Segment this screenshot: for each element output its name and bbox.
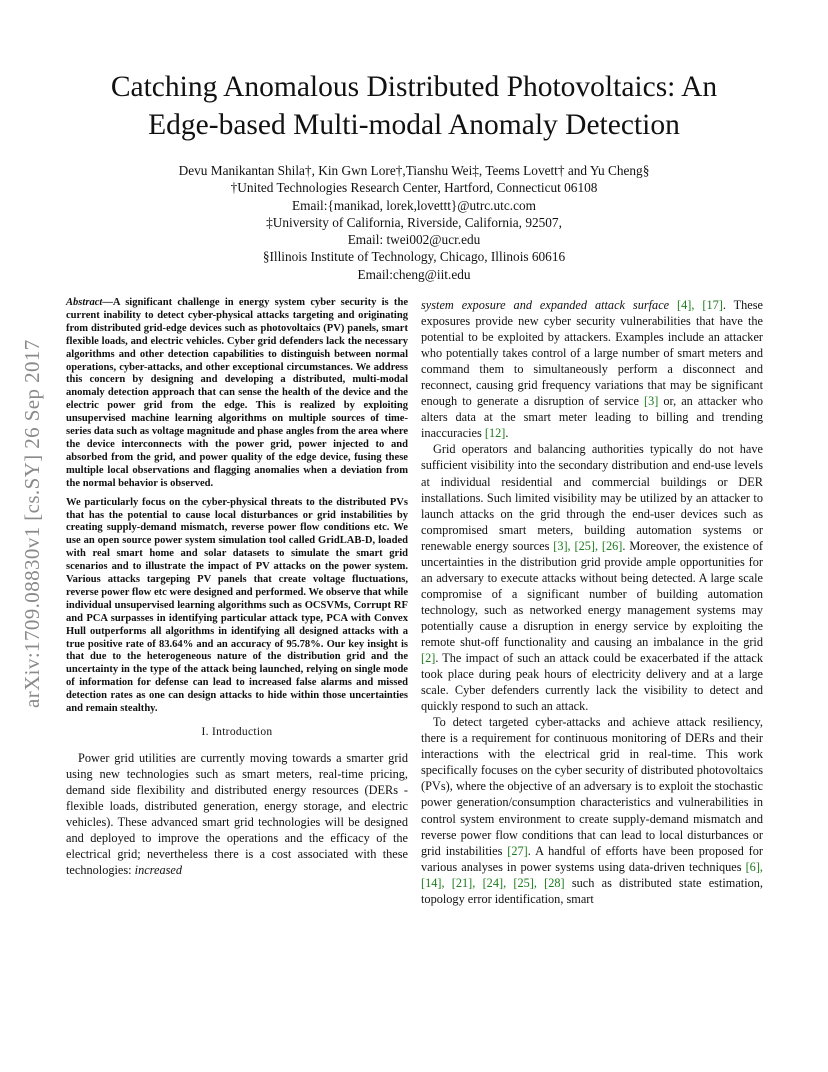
arxiv-identifier: arXiv:1709.08830v1 [cs.SY] 26 Sep 2017 <box>20 339 44 708</box>
right-column <box>421 297 763 907</box>
paper-title <box>40 68 788 144</box>
affiliation-iit: §Illinois Institute of Technology, Chicago, Illinois 60616 <box>262 249 566 265</box>
author-list: Devu Manikantan Shila†, Kin Gwn Lore†,Tianshu Wei‡, Teems Lovett† and Yu Cheng§ <box>178 163 650 178</box>
abstract-text-1: —A significant challenge in energy system cyber security is the current inability to detect cyber-physical attacks targeting and originating from distributed grid-edge devices such as photovoltaics (PV) panels, smart flexible loads, and electric vehicles. Cyber grid defenders lack the necessary algorithms and other detection capabilities to distinguish between normal operations, cyber-attacks, and other exceptional circumstances. We address this concern by designing and developing a distributed, multi-modal anomaly detection approach that can sense the health of the device and the electric power grid from the edge. This is realized by exploiting unsupervised machine learning algorithms on multiple sources of time-series data such as voltage magnitude and phase angles from the area where the device interconnects with the power grid, power injected to and absorbed from the grid, and power quality of the edge device, fusing these multiple local observations and flagging anomalies when a deviation from the normal behavior is observed. <box>66 297 408 489</box>
citation-link[interactable]: [6], [14], [21], [24], [25], [28] <box>421 859 763 890</box>
intro-italic: increased <box>134 863 183 878</box>
para3-text-c: such as distributed state estimation, topology error identification, smart <box>421 875 763 906</box>
intro-paragraph-1-continued <box>421 297 763 441</box>
citation-link[interactable]: [3], [25], [26] <box>553 538 623 553</box>
abstract-label: Abstract <box>66 297 103 308</box>
citation-link[interactable]: [3] <box>644 394 659 409</box>
continued-text-2: or, an attacker who alters data at the smart meter leading to billing and trending inaccuracies <box>421 394 763 441</box>
abstract-paragraph-2: We particularly focus on the cyber-physical threats to the distributed PVs that has the potential to cause local disturbances or grid instabilities by creating supply-demand mismatch, reverse power flow conditions etc. We use an open source power system simulation tool called GridLAB-D, loaded with real smart home and solar datasets to simulate the smart grid scenarios and to illustrate the impact of PV attacks on the power system. Various attacks targeping PV panels that create voltage fluctuations, reverse power flow etc were designed and performed. We observe that while individual unsupervised learning algorithms such as OCSVMs, Corrupt RF and PCA surpasses in identifying particular attack type, PCA with Convex Hull outperforms all algorithms in identifying all designed attacks with a true positive rate of 83.64% and an accuracy of 95.78%. Our key insight is that due to the heterogeneous nature of the distribution grid and the uncertainty in the type of the attack being launched, relying on single mode of information for defense can lead to increased false alarms and missed detection rates as one can design attacks to hide within those uncertainties and remain stealthy. <box>66 496 408 715</box>
intro-paragraph-2 <box>421 441 763 714</box>
continued-text: . These exposures provide new cyber security vulnerabilities that have the potential to be exploited by attackers. Examples include an attacker who potentially takes control of a large number of smart meters and command them to simultaneously perform a disconnect and reconnect, causing grid frequency variations that may be significant enough to generate a disruption of service <box>421 298 763 409</box>
left-column <box>66 297 408 878</box>
para2-text-c: . The impact of such an attack could be exacerbated if the attack took place during peak hours of electricity delivery and at a large scale. Cyber defenders currently lack the visibility to detect and quickly respond to such an attack. <box>421 651 763 714</box>
section-heading-introduction: I. Introduction <box>201 726 273 738</box>
continued-italic: system exposure and expanded attack surface <box>421 298 670 312</box>
citation-link[interactable]: [27] <box>507 843 528 858</box>
abstract <box>66 297 408 716</box>
citation-link[interactable]: [2] <box>421 651 436 666</box>
para2-text-a: Grid operators and balancing authorities typically do not have sufficient visibility into the secondary distribution and end-use levels at individual residential and commercial buildings or DER installations. Such limited visibility may be utilized by an attacker to launch attacks on the grid through the end-user devices such as compromised smart meters, building automation systems or renewable energy sources <box>421 442 763 553</box>
para2-text-b: . Moreover, the existence of uncertainties in the distribution grid provide ample opportunities for an adversary to execute attacks without being detected. A large scale compromise of a significant number of building automation technology, such as networked energy management systems may potentially cause a disruption in energy service by exploiting the remote shut-off functionality and causing an imbalance in the grid <box>421 538 764 649</box>
continued-end: . <box>505 426 509 441</box>
abstract-paragraph-1 <box>66 297 408 491</box>
title-line-2: Edge-based Multi-modal Anomaly Detection <box>148 109 680 141</box>
affiliation-utrc: †United Technologies Research Center, Hartford, Connecticut 06108 <box>230 180 598 196</box>
para3-text-b: . A handful of efforts have been proposed for various analyses in power systems using data-driven techniques <box>421 843 763 874</box>
email-utrc: Email:{manikad, lorek,lovettt}@utrc.utc.com <box>292 197 536 213</box>
title-line-1: Catching Anomalous Distributed Photovoltaics: An <box>110 71 718 103</box>
introduction-body <box>66 750 408 878</box>
author-block <box>60 162 768 283</box>
intro-text: Power grid utilities are currently moving towards a smarter grid using new technologies such as smart meters, real-time pricing, demand side flexibility and distributed energy resources (DERs - flexible loads, distributed generation, energy storage, and electric vehicles). These advanced smart grid technologies will be designed and deployed to improve the operations and the efficacy of the electrical grid; nevertheless there is a cost associated with these technologies: <box>66 751 408 878</box>
citation-link[interactable]: [12] <box>484 426 506 441</box>
affiliation-ucr: ‡University of California, Riverside, California, 92507, <box>266 214 562 230</box>
intro-paragraph-1 <box>66 750 408 878</box>
para3-text-a: To detect targeted cyber-attacks and achieve attack resiliency, there is a requirement for continuous monitoring of DERs and their interactions with the electrical grid in real-time. This work specifically focuses on the cyber security of distributed photovoltaics (PVs), where the objective of an adversary is to exploit the stochastic power generation/consumption characteristics and vulnerabilities in control system environment to create supply-demand mismatch and reverse power flow conditions that can lead to local disturbances or grid instabilities <box>421 715 763 858</box>
email-ucr: Email: twei002@ucr.edu <box>347 232 481 248</box>
citation-link[interactable]: [4], [17] <box>677 298 723 312</box>
email-iit: Email:cheng@iit.edu <box>357 266 471 282</box>
intro-paragraph-3 <box>421 714 763 907</box>
